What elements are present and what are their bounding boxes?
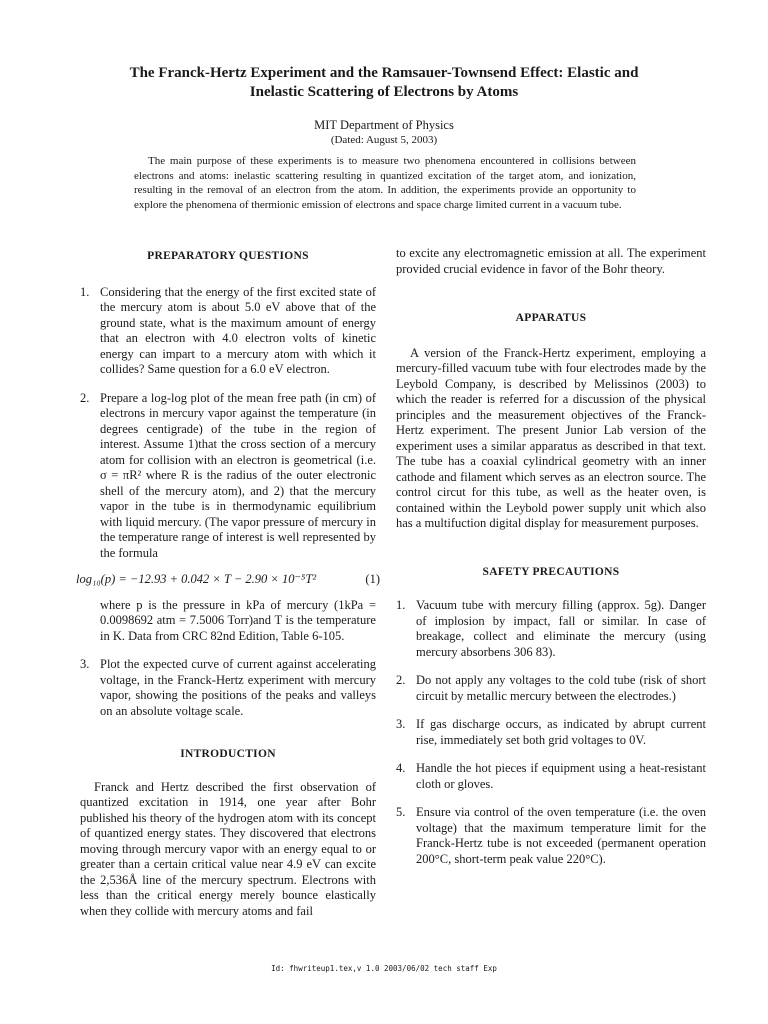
list-number: 2. xyxy=(396,673,406,687)
section-heading-apparatus: APPARATUS xyxy=(515,312,587,324)
prep-question-1 xyxy=(80,285,376,378)
safety-item-5 xyxy=(396,805,706,867)
prep-question-3-text: Plot the expected curve of current against accelerating voltage, in the Franck-Hertz experiment with mercury vapor, showing the positions of the peaks and valleys on an absolute voltage scale. xyxy=(100,657,376,718)
safety-item-text: If gas discharge occurs, as indicated by abrupt current rise, immediately set both grid voltages to 0V. xyxy=(416,717,706,747)
safety-item-text: Ensure via control of the oven temperature (i.e. the oven voltage) that the maximum temperature limit for the Franck-Hertz tube is not exceeded (permanent operation 200°C, short-term peak value 220°C). xyxy=(416,805,706,866)
right-column xyxy=(396,246,706,867)
title-line-1: The Franck-Hertz Experiment and the Ramsauer-Townsend Effect: Elastic and xyxy=(129,65,639,81)
equation-number: (1) xyxy=(365,572,380,586)
safety-item-text: Do not apply any voltages to the cold tube (risk of short circuit by metallic mercury between the electrodes.) xyxy=(416,673,706,703)
safety-item-3 xyxy=(396,717,706,748)
safety-item-2 xyxy=(396,673,706,704)
left-column xyxy=(76,246,380,919)
section-heading-safety: SAFETY PRECAUTIONS xyxy=(482,565,620,578)
list-number: 2. xyxy=(80,390,90,405)
safety-item-text: Vacuum tube with mercury filling (approx. 5g). Danger of implosion by impact, fall or similar. In case of breakage, collect and eliminate the mercury (using mercury absorbens 306 83). xyxy=(416,598,706,659)
date-line: (Dated: August 5, 2003) xyxy=(330,134,438,146)
prep-question-1-text: Considering that the energy of the first excited state of the mercury atom is about 5.0 eV above that of the ground state, what is the maximum amount of energy that an electron with 4.0 electron volts of kinetic energy can impart to a mercury atom with which it collides? Same question for a 6.0 eV electron. xyxy=(100,284,376,376)
equation-1 xyxy=(76,572,380,588)
introduction-paragraph: Franck and Hertz described the first observation of quantized excitation in 1914, one year after Bohr published his theory of the hydrogen atom with its concept of quantized energy states. They discovered that electrons moving through mercury vapor with an energy equal to or greater than a certain critical value near 4.9 eV can excite the 2,536Å line of the mercury spectrum. Electrons with less than the critical energy merely bounce elastically when they collide with mercury atoms and fail xyxy=(80,779,376,918)
prep-question-2-cont-text: where p is the pressure in kPa of mercury (1kPa = 0.0098692 atm = 7.5006 Torr)and T is the temperature in K. Data from CRC 82nd Edition, Table 6-105. xyxy=(100,597,376,643)
prep-question-2-text: Prepare a log-log plot of the mean free path (in cm) of electrons in mercury vapor against the temperature (in degrees centigrade) of the tube in the region of interest. Assume 1)that the cross section of a mercury atom for collision with an electron is geometrical (i.e. σ = πR² where R is the radius of the outer electronic shell of the mercury atom), and 2) that the mercury vapor in the tube is in thermodynamic equilibrium with liquid mercury. (The vapor pressure of mercury in the temperature range of interest is well represented by the formula xyxy=(100,390,376,560)
apparatus-paragraph: A version of the Franck-Hertz experiment, employing a mercury-filled vacuum tube with four electrodes made by the Leybold Company, is described by Melissinos (2003) to which the reader is referred for a discussion of the physical principles and the measurement objectives of the Franck-Hertz experiment. The present Junior Lab version of the experiment uses a similar apparatus as described in that text. The tube has a coaxial cylindrical geometry with an inner cathode and filament which serves as an electron source. The control circut for this tube, as well as the heater oven, is contained within the Leybold power supply unit which also has a multifuction digital display for measurement purposes. xyxy=(396,345,706,530)
abstract: The main purpose of these experiments is to measure two phenomena encountered in collisions between electrons and atoms: inelastic scattering resulting in quantized excitation of the target atom, and ionization, resulting in the removal of an electron from the atom. In addition, the experiments provide an opportunity to explore the phenomena of thermionic emission of electrons and space charge limited current in a vacuum tube. xyxy=(134,155,636,211)
prep-question-3 xyxy=(80,657,376,719)
safety-item-text: Handle the hot pieces if equipment using a heat-resistant cloth or gloves. xyxy=(416,761,706,791)
title-line-2: Inelastic Scattering of Electrons by Atoms xyxy=(249,84,519,100)
affiliation: MIT Department of Physics xyxy=(314,118,454,132)
prep-question-2-continued xyxy=(80,598,376,645)
page-footer: Id: fhwriteup1.tex,v 1.0 2003/06/02 tech staff Exp xyxy=(271,964,497,973)
section-heading-preparatory: PREPARATORY QUESTIONS xyxy=(147,250,309,262)
list-number: 3. xyxy=(396,717,406,731)
section-heading-introduction: INTRODUCTION xyxy=(180,748,276,760)
prep-question-2 xyxy=(80,391,376,562)
list-number: 3. xyxy=(80,657,90,671)
list-number: 5. xyxy=(396,805,406,819)
introduction-continued: to excite any electromagnetic emission at all. The experiment provided crucial evidence in favor of the Bohr theory. xyxy=(396,246,706,276)
paper-title xyxy=(60,64,708,102)
safety-item-1 xyxy=(396,598,706,660)
equation-body: log₁₀(p) = −12.93 + 0.042 × T − 2.90 × 10⁻⁵T² xyxy=(76,572,317,586)
list-number: 1. xyxy=(396,598,406,612)
list-number: 4. xyxy=(396,761,406,775)
safety-item-4 xyxy=(396,761,706,792)
list-number: 1. xyxy=(80,284,90,299)
